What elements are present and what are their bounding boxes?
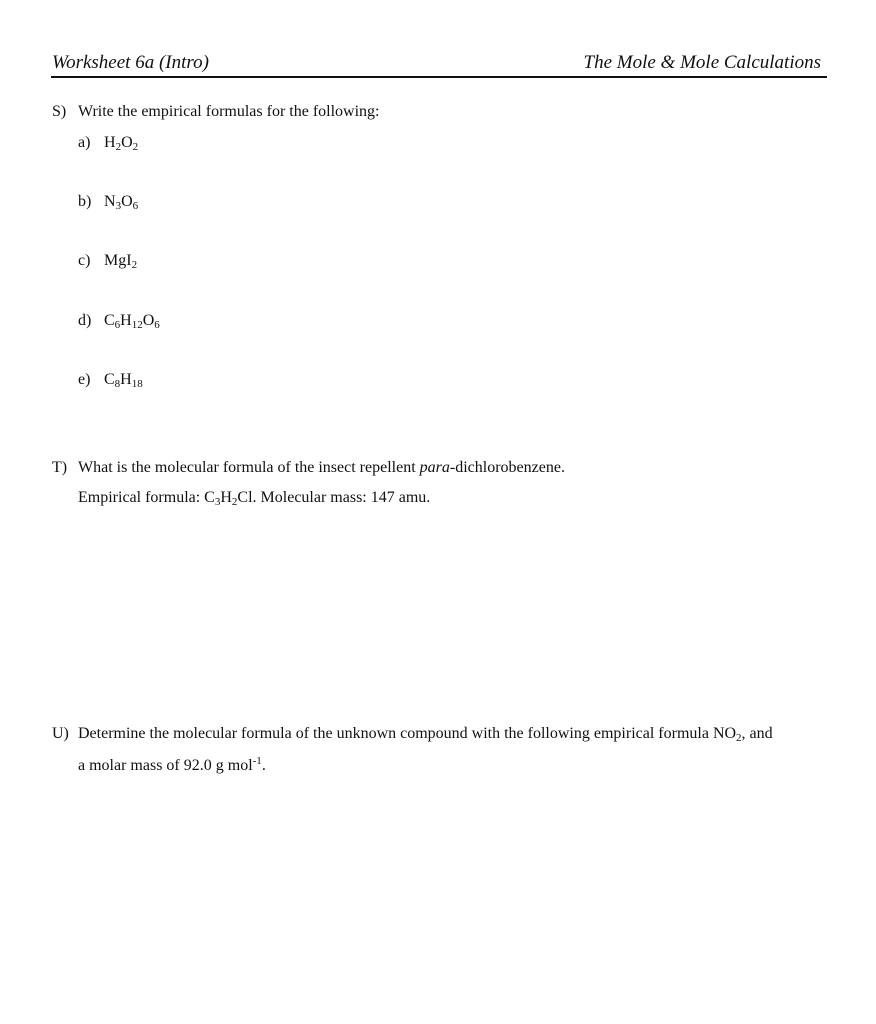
question-t-line2 xyxy=(78,488,430,508)
chemical-formula xyxy=(104,134,138,151)
question-s-item-label: b) xyxy=(78,193,92,210)
formula-element: N xyxy=(104,193,116,210)
worksheet-topic: The Mole & Mole Calculations xyxy=(583,52,821,73)
question-s-item xyxy=(78,370,143,390)
question-s-label: S) xyxy=(52,103,67,120)
formula-subscript: 2 xyxy=(131,259,138,271)
formula-subscript: 6 xyxy=(154,319,160,331)
question-s-text: Write the empirical formulas for the following: xyxy=(78,103,380,120)
question-u-molar-a: a molar mass of 92.0 g mol xyxy=(78,757,253,774)
question-t-text-a: What is the molecular formula of the insect repellent xyxy=(78,459,420,476)
question-s-item-label: e) xyxy=(78,371,91,388)
question-u-text-b: , and xyxy=(741,725,773,742)
question-s-prompt xyxy=(52,102,379,122)
formula-subscript: 12 xyxy=(131,319,143,331)
question-t-italic: para xyxy=(419,459,450,476)
question-s-item xyxy=(78,251,137,271)
question-t-text-b: -dichlorobenzene. xyxy=(449,459,565,476)
worksheet-title: Worksheet 6a (Intro) xyxy=(52,52,209,73)
question-u-label: U) xyxy=(52,725,69,742)
question-s-item-label: c) xyxy=(78,252,91,269)
question-s-item xyxy=(78,311,160,331)
formula-element: O xyxy=(142,312,155,329)
question-s-item-label: a) xyxy=(78,134,91,151)
question-s-item-label: d) xyxy=(78,312,92,329)
question-u-line1 xyxy=(52,724,773,744)
formula-element: O xyxy=(121,134,133,151)
question-t-line1 xyxy=(52,458,565,478)
question-t-empirical-a: Empirical formula: C xyxy=(78,489,215,506)
question-u-text-a: Determine the molecular formula of the unknown compound with the following empirical formula NO xyxy=(78,725,737,742)
formula-element: MgI xyxy=(104,252,132,269)
question-u-line2 xyxy=(78,756,266,776)
question-u-sub: 2 xyxy=(736,732,742,744)
formula-element: H xyxy=(120,371,132,388)
formula-subscript: 6 xyxy=(132,200,139,212)
question-t-sub-2: 2 xyxy=(231,496,238,508)
formula-subscript: 18 xyxy=(131,378,143,390)
formula-subscript: 3 xyxy=(115,200,122,212)
question-t-empirical-c: Cl. Molecular mass: 147 amu. xyxy=(237,489,431,506)
question-u-sup: -1 xyxy=(252,755,262,767)
question-t-sub-1: 3 xyxy=(214,496,221,508)
formula-subscript: 2 xyxy=(132,141,139,153)
formula-element: H xyxy=(104,134,116,151)
formula-element: C xyxy=(104,312,115,329)
worksheet-header xyxy=(51,52,827,78)
question-t-label: T) xyxy=(52,459,68,476)
formula-element: H xyxy=(120,312,132,329)
question-u-molar-b: . xyxy=(261,757,266,774)
formula-subscript: 2 xyxy=(115,141,122,153)
chemical-formula xyxy=(104,371,143,388)
formula-subscript: 8 xyxy=(114,378,121,390)
formula-subscript: 6 xyxy=(114,319,121,331)
formula-element: C xyxy=(104,371,115,388)
chemical-formula xyxy=(104,193,138,210)
chemical-formula xyxy=(104,252,137,269)
formula-element: O xyxy=(121,193,133,210)
question-s-item xyxy=(78,133,138,153)
question-t-empirical-b: H xyxy=(220,489,232,506)
question-s-item xyxy=(78,192,138,212)
chemical-formula xyxy=(104,312,160,329)
